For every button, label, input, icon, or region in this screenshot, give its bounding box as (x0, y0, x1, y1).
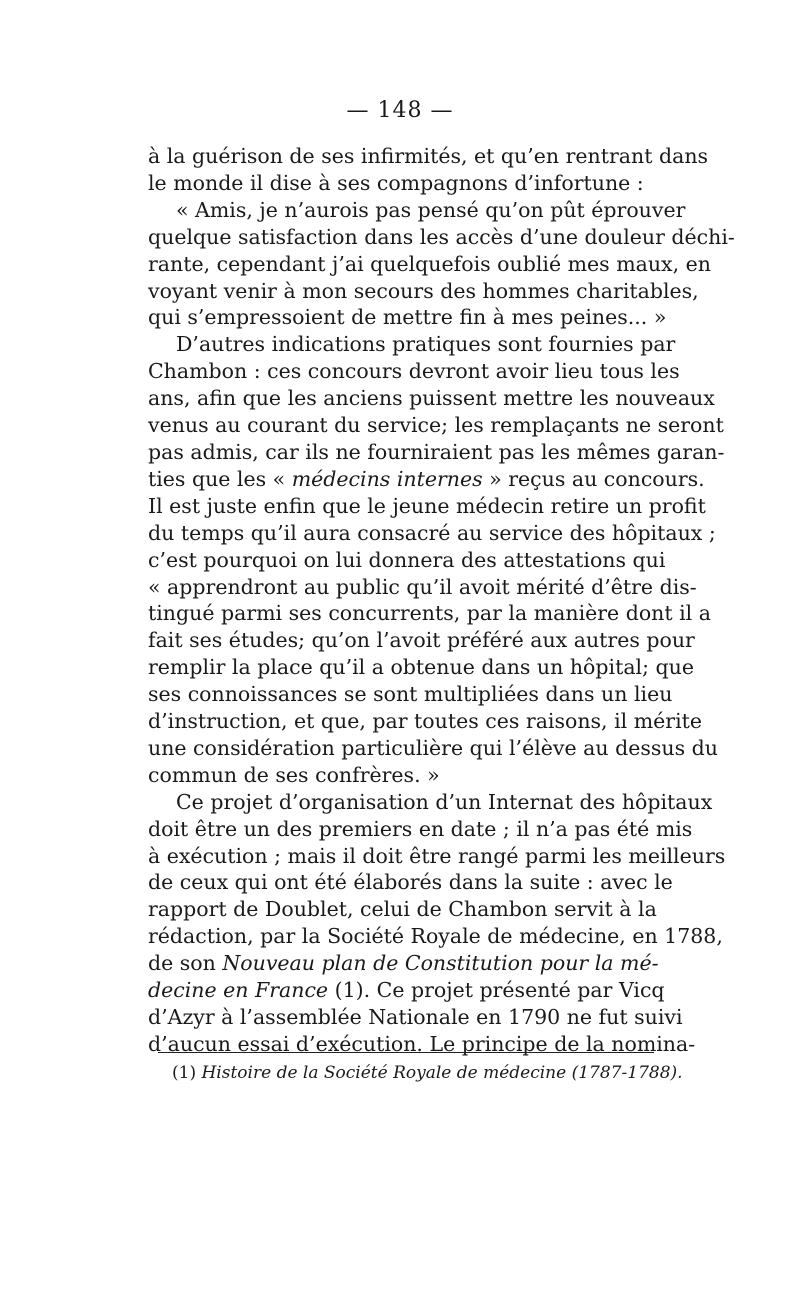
text-line: c’est pourquoi on lui donnera des attestations qui (148, 547, 666, 572)
text-segment: de son (148, 951, 223, 976)
text-line: d’instruction, et que, par toutes ces raisons, il mérite (148, 709, 703, 734)
text-line: le monde il dise à ses compagnons d’infortune : (148, 170, 644, 195)
text-line: rante, cependant j’ai quelquefois oublié mes maux, en (148, 251, 711, 276)
text-line: tingué parmi ses concurrents, par la manière dont il a (148, 601, 711, 626)
text-line: fait ses études; qu’on l’avoit préféré aux autres pour (148, 628, 695, 653)
text-line: à exécution ; mais il doit être rangé parmi les meilleurs (148, 843, 726, 868)
italic-title: decine en France (148, 978, 329, 1003)
text-line: remplir la place qu’il a obtenue dans un hôpital; que (148, 655, 694, 680)
text-line: rédaction, par la Société Royale de médecine, en 1788, (148, 924, 723, 949)
text-line: venus au courant du service; les remplaçants ne seront (148, 413, 724, 438)
text-line: « apprendront au public qu’il avoit mérité d’être dis- (148, 574, 697, 599)
text-line: doit être un des premiers en date ; il n’a pas été mis (148, 816, 693, 841)
footnote-years: (1787-1788). (566, 1063, 683, 1083)
text-line: Ce projet d’organisation d’un Internat des hôpitaux (176, 789, 713, 814)
text-line: une considération particulière qui l’élève au dessus du (148, 735, 718, 760)
footnote-divider (158, 1052, 654, 1053)
text-line: d’aucun essai d’exécution. Le principe de la nomina- (148, 1031, 696, 1056)
footnote-marker: (1) (172, 1063, 202, 1083)
body-text (148, 143, 735, 1058)
text-line (148, 466, 705, 493)
text-line: quelque satisfaction dans les accès d’une douleur déchi- (148, 224, 735, 249)
text-line: du temps qu’il aura consacré au service des hôpitaux ; (148, 520, 716, 545)
text-line: de ceux qui ont été élaborés dans la suite : avec le (148, 870, 673, 895)
text-line: pas admis, car ils ne fourniraient pas les mêmes garan- (148, 439, 725, 464)
text-line: ses connoissances se sont multipliées dans un lieu (148, 682, 673, 707)
footnote (172, 1062, 683, 1084)
text-line (148, 977, 665, 1004)
text-line: voyant venir à mon secours des hommes charitables, (148, 278, 699, 303)
text-line: rapport de Doublet, celui de Chambon servit à la (148, 897, 657, 922)
text-line: « Amis, je n’aurois pas pensé qu’on pût éprouver (176, 197, 686, 222)
italic-term: médecins internes (291, 466, 483, 491)
page-number: — 148 — (346, 98, 454, 123)
footnote-title: Histoire de la Société Royale de médecine (201, 1063, 567, 1083)
text-line: d’Azyr à l’assemblée Nationale en 1790 ne fut suivi (148, 1005, 683, 1029)
italic-title: Nouveau plan de Constitution pour la mé- (222, 951, 659, 976)
text-line: Il est juste enfin que le jeune médecin retire un profit (148, 493, 706, 518)
text-line: ans, afin que les anciens puissent mettre les nouveaux (148, 386, 715, 411)
text-line (148, 950, 659, 977)
text-line: à la guérison de ses infirmités, et qu’en rentrant dans (148, 144, 709, 168)
text-line: Chambon : ces concours devront avoir lieu tous les (148, 359, 680, 384)
text-segment: ties que les « (148, 466, 292, 491)
text-segment: » reçus au concours. (482, 466, 705, 491)
text-line: qui s’empressoient de mettre fin à mes peines... » (148, 305, 667, 330)
text-line: commun de ses confrères. » (148, 762, 440, 787)
text-line: D’autres indications pratiques sont fournies par (176, 332, 676, 357)
text-segment: (1). Ce projet présenté par Vicq (328, 978, 665, 1003)
